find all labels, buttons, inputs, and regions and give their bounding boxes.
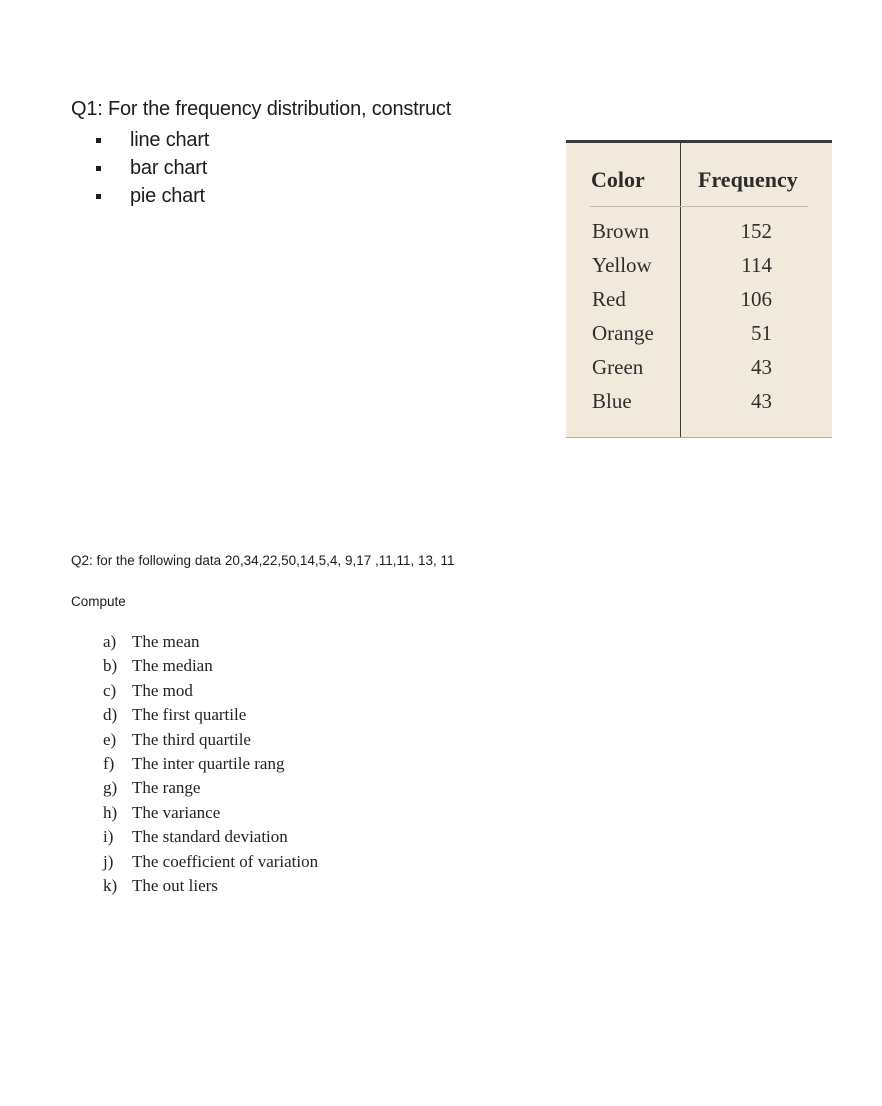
item-text: The first quartile bbox=[132, 705, 247, 725]
table-header-color: Color bbox=[591, 167, 645, 192]
table-cell-color: Yellow bbox=[592, 253, 652, 277]
table-cell-frequency: 51 bbox=[751, 321, 772, 345]
bullet-icon bbox=[96, 138, 101, 143]
list-item bbox=[103, 850, 318, 874]
item-letter: i) bbox=[103, 827, 114, 847]
item-text: The third quartile bbox=[132, 729, 251, 749]
list-item bbox=[103, 679, 318, 703]
bullet-label: line chart bbox=[130, 129, 210, 151]
list-item bbox=[103, 801, 318, 825]
table-cell-color: Red bbox=[592, 287, 626, 311]
item-text: The out liers bbox=[132, 875, 218, 895]
list-item bbox=[103, 703, 318, 727]
item-text: The mean bbox=[132, 632, 200, 651]
table-divider-vertical bbox=[680, 143, 681, 437]
item-letter: b) bbox=[103, 656, 118, 676]
bullet-icon bbox=[96, 166, 101, 171]
item-letter: k) bbox=[103, 875, 118, 895]
list-item bbox=[94, 126, 209, 154]
item-letter: g) bbox=[103, 778, 118, 798]
item-text: The inter quartile rang bbox=[132, 753, 285, 773]
list-item bbox=[103, 654, 318, 678]
table-cell-color: Blue bbox=[592, 389, 632, 413]
table-cell-frequency: 152 bbox=[740, 219, 772, 243]
compute-label: Compute bbox=[71, 594, 126, 609]
bullet-label: pie chart bbox=[130, 185, 205, 207]
table-cell-frequency: 114 bbox=[741, 253, 772, 277]
table-cell-color: Green bbox=[592, 355, 644, 379]
item-letter: a) bbox=[103, 632, 117, 651]
item-text: The range bbox=[132, 778, 201, 798]
q2-task-list bbox=[103, 630, 318, 898]
table-cell-frequency: 43 bbox=[751, 389, 772, 413]
list-item bbox=[103, 630, 318, 654]
list-item bbox=[103, 776, 318, 800]
item-letter: j) bbox=[103, 851, 114, 871]
table-cell-frequency: 43 bbox=[751, 355, 772, 379]
item-text: The standard deviation bbox=[132, 827, 288, 847]
list-item bbox=[103, 728, 318, 752]
list-item bbox=[94, 154, 209, 182]
table-header-frequency: Frequency bbox=[698, 167, 798, 192]
bullet-icon bbox=[96, 194, 101, 199]
table-cell-frequency: 106 bbox=[740, 287, 772, 311]
item-letter: c) bbox=[103, 680, 117, 700]
item-letter: e) bbox=[103, 729, 117, 749]
q2-title: Q2: for the following data 20,34,22,50,14,5,4, 9,17 ,11,11, 13, 11 bbox=[71, 553, 455, 568]
list-item bbox=[103, 752, 318, 776]
list-item bbox=[103, 825, 318, 849]
list-item bbox=[103, 874, 318, 898]
item-text: The median bbox=[132, 656, 213, 676]
table-divider-horizontal bbox=[590, 206, 808, 207]
bullet-label: bar chart bbox=[130, 157, 208, 179]
item-letter: d) bbox=[103, 705, 118, 725]
item-text: The variance bbox=[132, 802, 221, 822]
q1-bullet-list bbox=[94, 126, 209, 210]
q1-title: Q1: For the frequency distribution, construct bbox=[71, 98, 452, 120]
item-text: The coefficient of variation bbox=[132, 851, 319, 871]
item-letter: h) bbox=[103, 802, 118, 822]
item-text: The mod bbox=[132, 680, 193, 700]
table-cell-color: Orange bbox=[592, 321, 654, 345]
item-letter: f) bbox=[103, 753, 115, 773]
list-item bbox=[94, 182, 209, 210]
table-cell-color: Brown bbox=[592, 219, 650, 243]
frequency-table bbox=[566, 140, 832, 438]
